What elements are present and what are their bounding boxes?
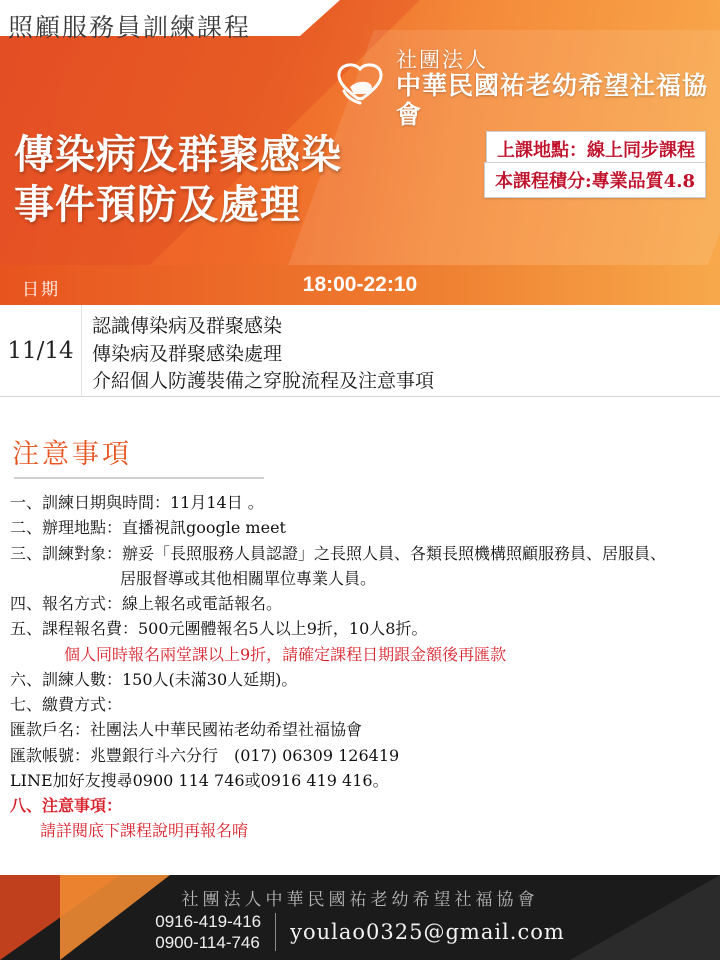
schedule-row bbox=[0, 305, 720, 397]
poster-header bbox=[0, 0, 720, 265]
schedule-topic: 介紹個人防護裝備之穿脫流程及注意事項 bbox=[92, 370, 435, 393]
note-line: LINE加好友搜尋0900 114 746或0916 419 416。 bbox=[10, 770, 389, 790]
credit-badge: 本課程積分:專業品質4.8 bbox=[484, 162, 706, 198]
footer-org-name: 社團法人中華民國祐老幼希望社福協會 bbox=[181, 890, 539, 910]
note-line: 匯款戶名：社團法人中華民國祐老幼希望社福協會 bbox=[10, 720, 363, 740]
organization-name bbox=[396, 48, 720, 130]
organization-logo bbox=[330, 48, 720, 130]
course-title-line2: 事件預防及處理 bbox=[14, 181, 301, 228]
footer-contact bbox=[0, 911, 720, 954]
org-name-line1: 社團法人 bbox=[396, 48, 488, 72]
footer-divider bbox=[275, 913, 276, 951]
note-line: 五、課程報名費：500元團體報名5人以上9折，10人8折。 bbox=[10, 619, 428, 639]
schedule-topics bbox=[82, 305, 720, 396]
schedule-date: 11/14 bbox=[0, 305, 82, 396]
note-line: 七、繳費方式： bbox=[10, 695, 123, 715]
note-line: 居服督導或其他相關單位專業人員。 bbox=[120, 568, 377, 588]
footer-phones bbox=[155, 911, 261, 954]
location-badge: 上課地點：線上同步課程 bbox=[486, 131, 706, 167]
notes-body bbox=[10, 490, 710, 844]
course-title-line1: 傳染病及群聚感染 bbox=[14, 131, 342, 178]
org-name-line2: 中華民國祐老幼希望社福協會 bbox=[396, 71, 709, 129]
note-line: 三、訓練對象：辦妥「長照服務人員認證」之長照人員、各類長照機構照顧服務員、居服員、 bbox=[10, 543, 667, 563]
note-line: 匯款帳號：兆豐銀行斗六分行 (017) 06309 126419 bbox=[10, 745, 400, 765]
notes-divider bbox=[14, 477, 264, 479]
note-line: 四、報名方式：線上報名或電話報名。 bbox=[10, 594, 283, 614]
poster-footer bbox=[0, 875, 720, 960]
footer-phone-2: 0900-114-746 bbox=[155, 933, 260, 953]
course-title bbox=[14, 130, 342, 230]
footer-phone-1: 0916-419-416 bbox=[155, 912, 262, 931]
schedule-topic: 認識傳染病及群聚感染 bbox=[92, 315, 283, 337]
note-line: 二、辦理地點：直播視訊google meet bbox=[10, 518, 286, 538]
notes-title: 注意事項 bbox=[12, 439, 132, 470]
note-line: 八、注意事項： bbox=[10, 796, 123, 816]
note-line: 一、訓練日期與時間：11月14日 。 bbox=[10, 493, 264, 512]
note-line: 六、訓練人數：150人(未滿30人延期)。 bbox=[10, 669, 298, 689]
date-label: 日期 bbox=[22, 280, 60, 300]
footer-email: youlao0325@gmail.com bbox=[290, 920, 565, 945]
note-line: 請詳閱底下課程說明再報名唷 bbox=[40, 821, 249, 841]
schedule-topic: 傳染病及群聚感染處理 bbox=[92, 342, 283, 365]
course-time: 18:00-22:10 bbox=[302, 273, 418, 296]
note-line: 個人同時報名兩堂課以上9折，請確定課程日期跟金額後再匯款 bbox=[64, 644, 507, 664]
date-bar bbox=[0, 265, 720, 305]
program-title: 照顧服務員訓練課程 bbox=[8, 13, 252, 42]
heart-hand-logo-icon bbox=[330, 61, 386, 117]
